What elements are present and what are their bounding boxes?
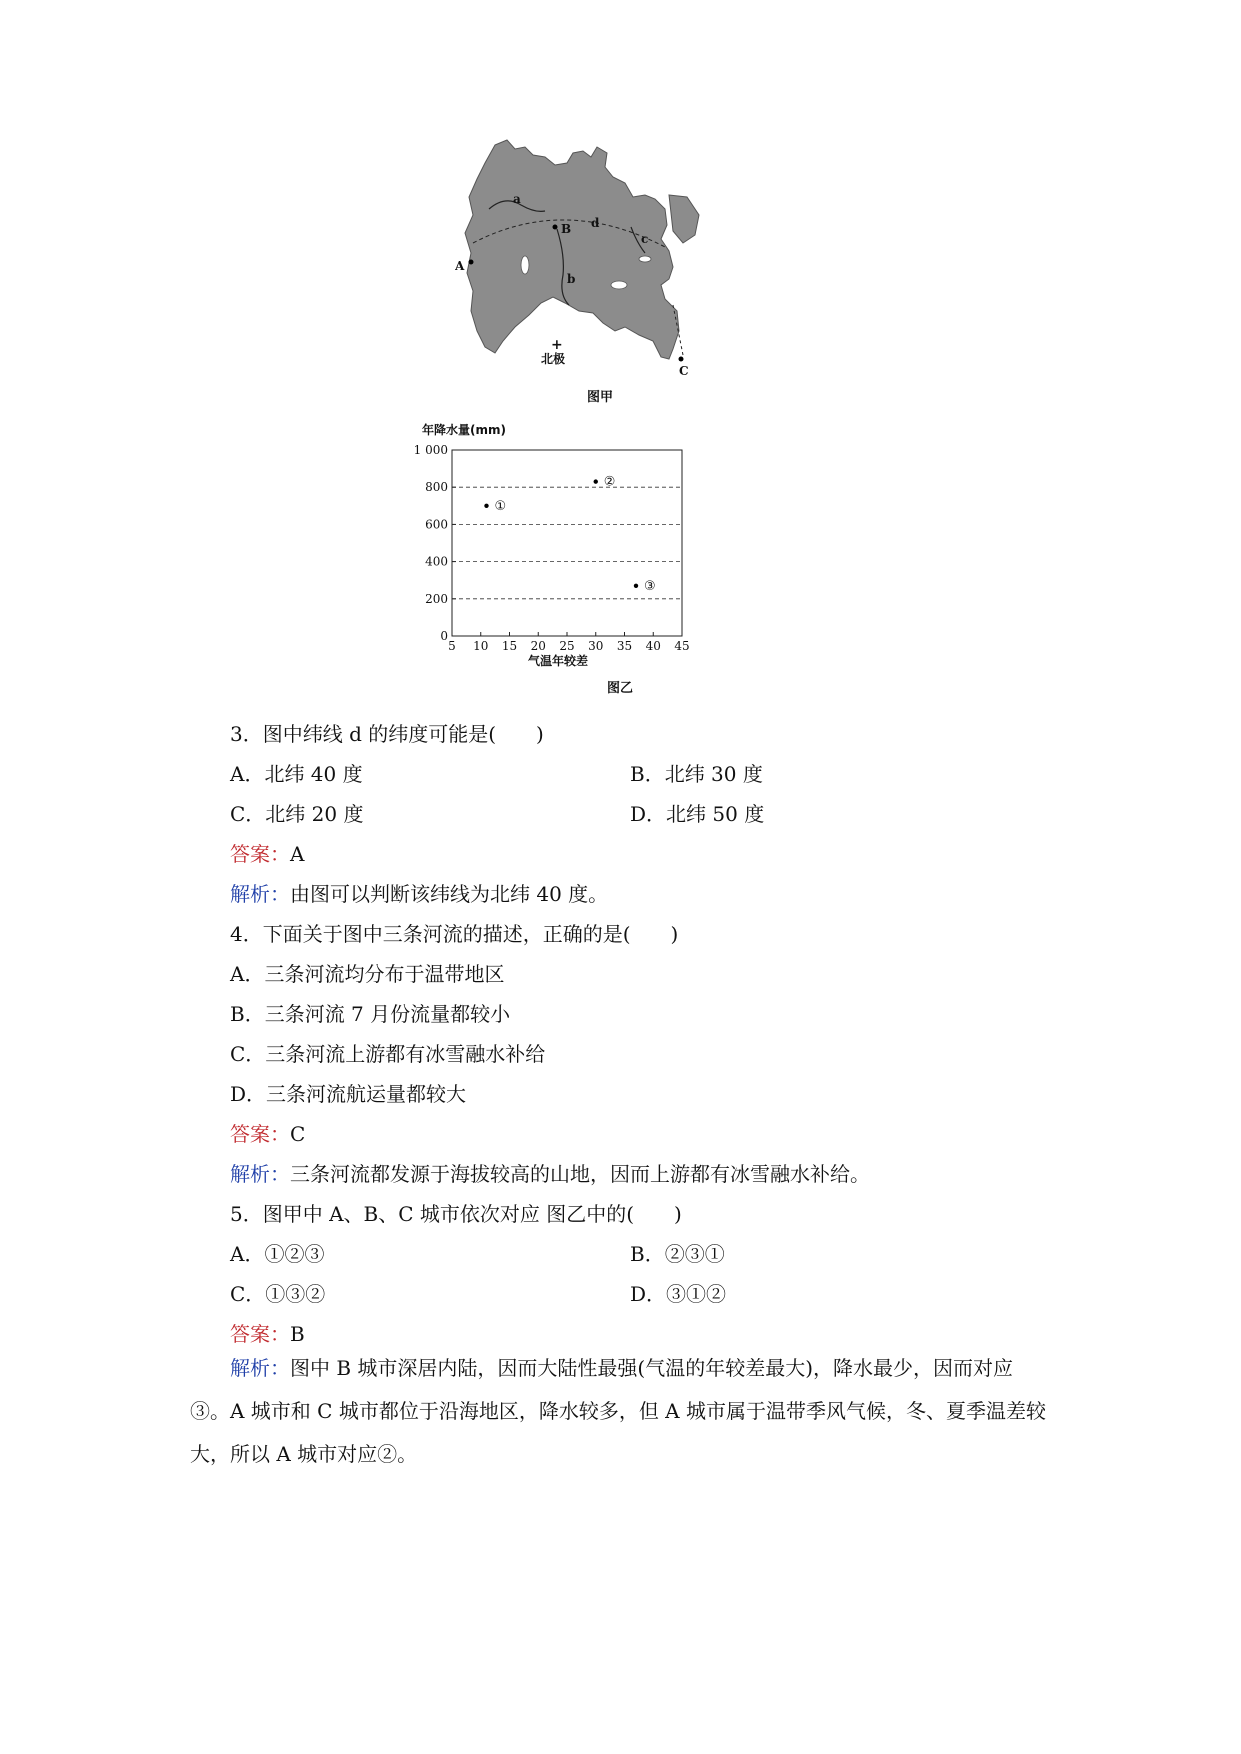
x-tick-label: 25 bbox=[559, 639, 575, 653]
x-tick-label: 20 bbox=[530, 639, 546, 653]
data-point-label: ① bbox=[494, 498, 507, 514]
q5-answer bbox=[230, 1320, 305, 1348]
answer-label: 答案： bbox=[230, 1322, 290, 1346]
answer-value: B bbox=[290, 1322, 305, 1346]
q3-explanation bbox=[230, 880, 608, 908]
y-tick-label: 600 bbox=[425, 517, 448, 532]
y-tick-label: 400 bbox=[425, 554, 448, 569]
q3-option-b: B．北纬 30 度 bbox=[630, 762, 763, 786]
map-label-d: d bbox=[591, 216, 600, 230]
q3-answer bbox=[230, 840, 304, 868]
q5-explanation bbox=[190, 1347, 1050, 1476]
map-label-C: C bbox=[679, 364, 689, 378]
q5-option-a: A．①②③ bbox=[230, 1242, 325, 1266]
q4-explanation bbox=[230, 1160, 870, 1188]
y-tick-label: 0 bbox=[440, 629, 448, 643]
x-tick-label: 5 bbox=[448, 639, 456, 653]
plot-frame bbox=[452, 450, 682, 636]
x-tick-label: 15 bbox=[501, 639, 518, 653]
explanation-label: 解析： bbox=[230, 1356, 290, 1380]
map-label-A: A bbox=[455, 259, 465, 273]
q4-answer bbox=[230, 1120, 305, 1148]
q5-option-b: B．②③① bbox=[630, 1242, 725, 1266]
figure-b-caption: 图乙 bbox=[606, 681, 633, 696]
x-tick-label: 35 bbox=[616, 639, 633, 653]
landmass bbox=[465, 140, 699, 359]
answer-label: 答案： bbox=[230, 842, 290, 866]
map-label-a: a bbox=[513, 192, 521, 206]
q5-option-c: C．①③② bbox=[230, 1282, 326, 1306]
map-label-b: b bbox=[567, 272, 576, 286]
q4-option-b: B．三条河流 7 月份流量都较小 bbox=[230, 1002, 511, 1026]
q5-stem: 5．图甲中 A、B、C 城市依次对应 图乙中的( ) bbox=[230, 1202, 682, 1226]
scatter-chart bbox=[410, 420, 710, 675]
x-tick-label: 10 bbox=[473, 639, 489, 653]
explanation-text: 图中 B 城市深居内陆，因而大陆性最强(气温的年较差最大)，降水最少，因而对应③。A 城市和 C 城市都位于沿海地区，降水较多，但 A 城市属于温带季风气候，冬、夏季温差较大，所以 A 城市对应②。 bbox=[190, 1356, 1046, 1466]
map-label-c: c bbox=[641, 232, 649, 246]
explanation-label: 解析： bbox=[230, 882, 290, 906]
pole-label: 北极 bbox=[541, 352, 566, 366]
q4-option-d: D．三条河流航运量都较大 bbox=[230, 1082, 467, 1106]
city-B-dot bbox=[553, 225, 558, 230]
q3-option-a: A．北纬 40 度 bbox=[230, 762, 363, 786]
explanation-text: 由图可以判断该纬线为北纬 40 度。 bbox=[290, 882, 609, 906]
explanation-text: 三条河流都发源于海拔较高的山地，因而上游都有冰雪融水补给。 bbox=[290, 1162, 870, 1186]
data-point-label: ③ bbox=[644, 578, 656, 594]
q4-option-c: C．三条河流上游都有冰雪融水补给 bbox=[230, 1042, 546, 1066]
city-C-dot bbox=[679, 357, 684, 362]
data-point bbox=[594, 479, 598, 483]
q4-stem: 4．下面关于图中三条河流的描述，正确的是( ) bbox=[230, 922, 679, 946]
answer-label: 答案： bbox=[230, 1122, 290, 1146]
q3-option-d: D．北纬 50 度 bbox=[630, 802, 765, 826]
q5-option-d: D．③①② bbox=[630, 1282, 727, 1306]
q3-stem: 3．图中纬线 d 的纬度可能是( ) bbox=[230, 722, 544, 746]
answer-value: C bbox=[290, 1122, 306, 1146]
x-axis-label: 气温年较差 bbox=[528, 654, 589, 668]
q3-option-c: C．北纬 20 度 bbox=[230, 802, 364, 826]
answer-value: A bbox=[290, 842, 305, 866]
data-point bbox=[634, 584, 638, 588]
map-label-B: B bbox=[561, 222, 572, 236]
map-figure bbox=[455, 135, 715, 385]
y-tick-label: 200 bbox=[425, 591, 448, 606]
y-tick-label: 800 bbox=[425, 480, 448, 495]
x-tick-label: 30 bbox=[588, 639, 604, 653]
y-axis-label: 年降水量(mm) bbox=[422, 423, 506, 437]
city-A-dot bbox=[469, 260, 474, 265]
pole-mark: + bbox=[551, 337, 563, 353]
figure-a-caption: 图甲 bbox=[586, 390, 613, 405]
x-tick-label: 40 bbox=[645, 639, 661, 653]
data-point bbox=[484, 504, 488, 508]
x-tick-label: 45 bbox=[674, 639, 690, 653]
data-point-label: ② bbox=[603, 474, 616, 490]
y-tick-label: 1 000 bbox=[413, 443, 448, 457]
explanation-label: 解析： bbox=[230, 1162, 290, 1186]
q4-option-a: A．三条河流均分布于温带地区 bbox=[230, 962, 505, 986]
